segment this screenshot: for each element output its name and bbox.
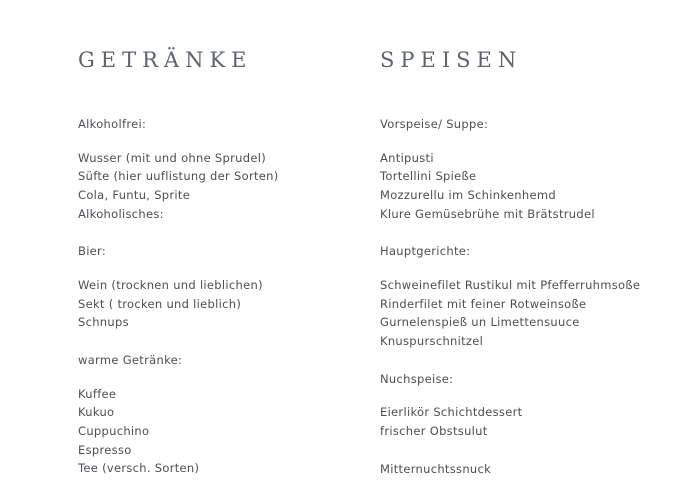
menu-column-drinks: [0, 48, 340, 493]
column-title-food: SPEISEN: [380, 48, 523, 72]
group-heading: Nuchspeise:: [380, 371, 454, 386]
menu-item: Schnups: [78, 315, 129, 330]
menu-group: [78, 245, 340, 332]
menu-item: Alkoholisches:: [78, 206, 164, 221]
menu-item: Cola, Funtu, Sprite: [78, 188, 191, 203]
menu-item: frischer Obstsulut: [380, 424, 488, 439]
menu-item: Kukuo: [78, 405, 115, 420]
menu-item: Klure Gemüsebrühe mit Brätstrudel: [380, 206, 595, 221]
menu-columns: [0, 48, 700, 493]
menu-item: Eierlikör Schichtdessert: [380, 405, 523, 420]
menu-group: [78, 118, 340, 223]
group-heading: Mitternuchtssnuck: [380, 461, 492, 476]
column-title-drinks: GETRÄNKE: [78, 48, 253, 72]
menu-item: Süfte (hier uuflistung der Sorten): [78, 169, 279, 184]
menu-item: Mozzurellu im Schinkenhemd: [380, 188, 556, 203]
menu-item: Tee (versch. Sorten): [78, 461, 200, 476]
menu-group: [380, 245, 700, 350]
menu-item: Kuffee: [78, 386, 117, 401]
menu-item: Wusser (mit und ohne Sprudel): [78, 150, 266, 165]
menu-item: Schweinefilet Rustikul mit Pfefferruhmsoße: [380, 278, 641, 293]
menu-group: [380, 118, 700, 223]
menu-item: Sekt ( trocken und lieblich): [78, 296, 242, 311]
menu-item: Antipusti: [380, 150, 434, 165]
menu-group: [78, 354, 340, 478]
group-heading: Vorspeise/ Suppe:: [380, 117, 489, 131]
menu-group: [380, 463, 700, 477]
menu-item: Tortellini Spieße: [380, 169, 477, 184]
menu-item: Espresso: [78, 442, 132, 457]
menu-item: Gurnelenspieß un Limettensuuce: [380, 315, 580, 330]
group-heading: Alkoholfrei:: [78, 117, 147, 131]
menu-column-food: [340, 48, 700, 493]
menu-item: Wein (trocknen und lieblichen): [78, 278, 263, 293]
group-heading: Hauptgerichte:: [380, 244, 471, 259]
menu-group: [380, 373, 700, 441]
menu-item: Rinderfilet mit feiner Rotweinsoße: [380, 296, 587, 311]
group-heading: Bier:: [78, 244, 107, 259]
group-heading: warme Getränke:: [78, 352, 183, 367]
menu-item: Cuppuchino: [78, 424, 150, 439]
menu-item: Knuspurschnitzel: [380, 333, 484, 348]
